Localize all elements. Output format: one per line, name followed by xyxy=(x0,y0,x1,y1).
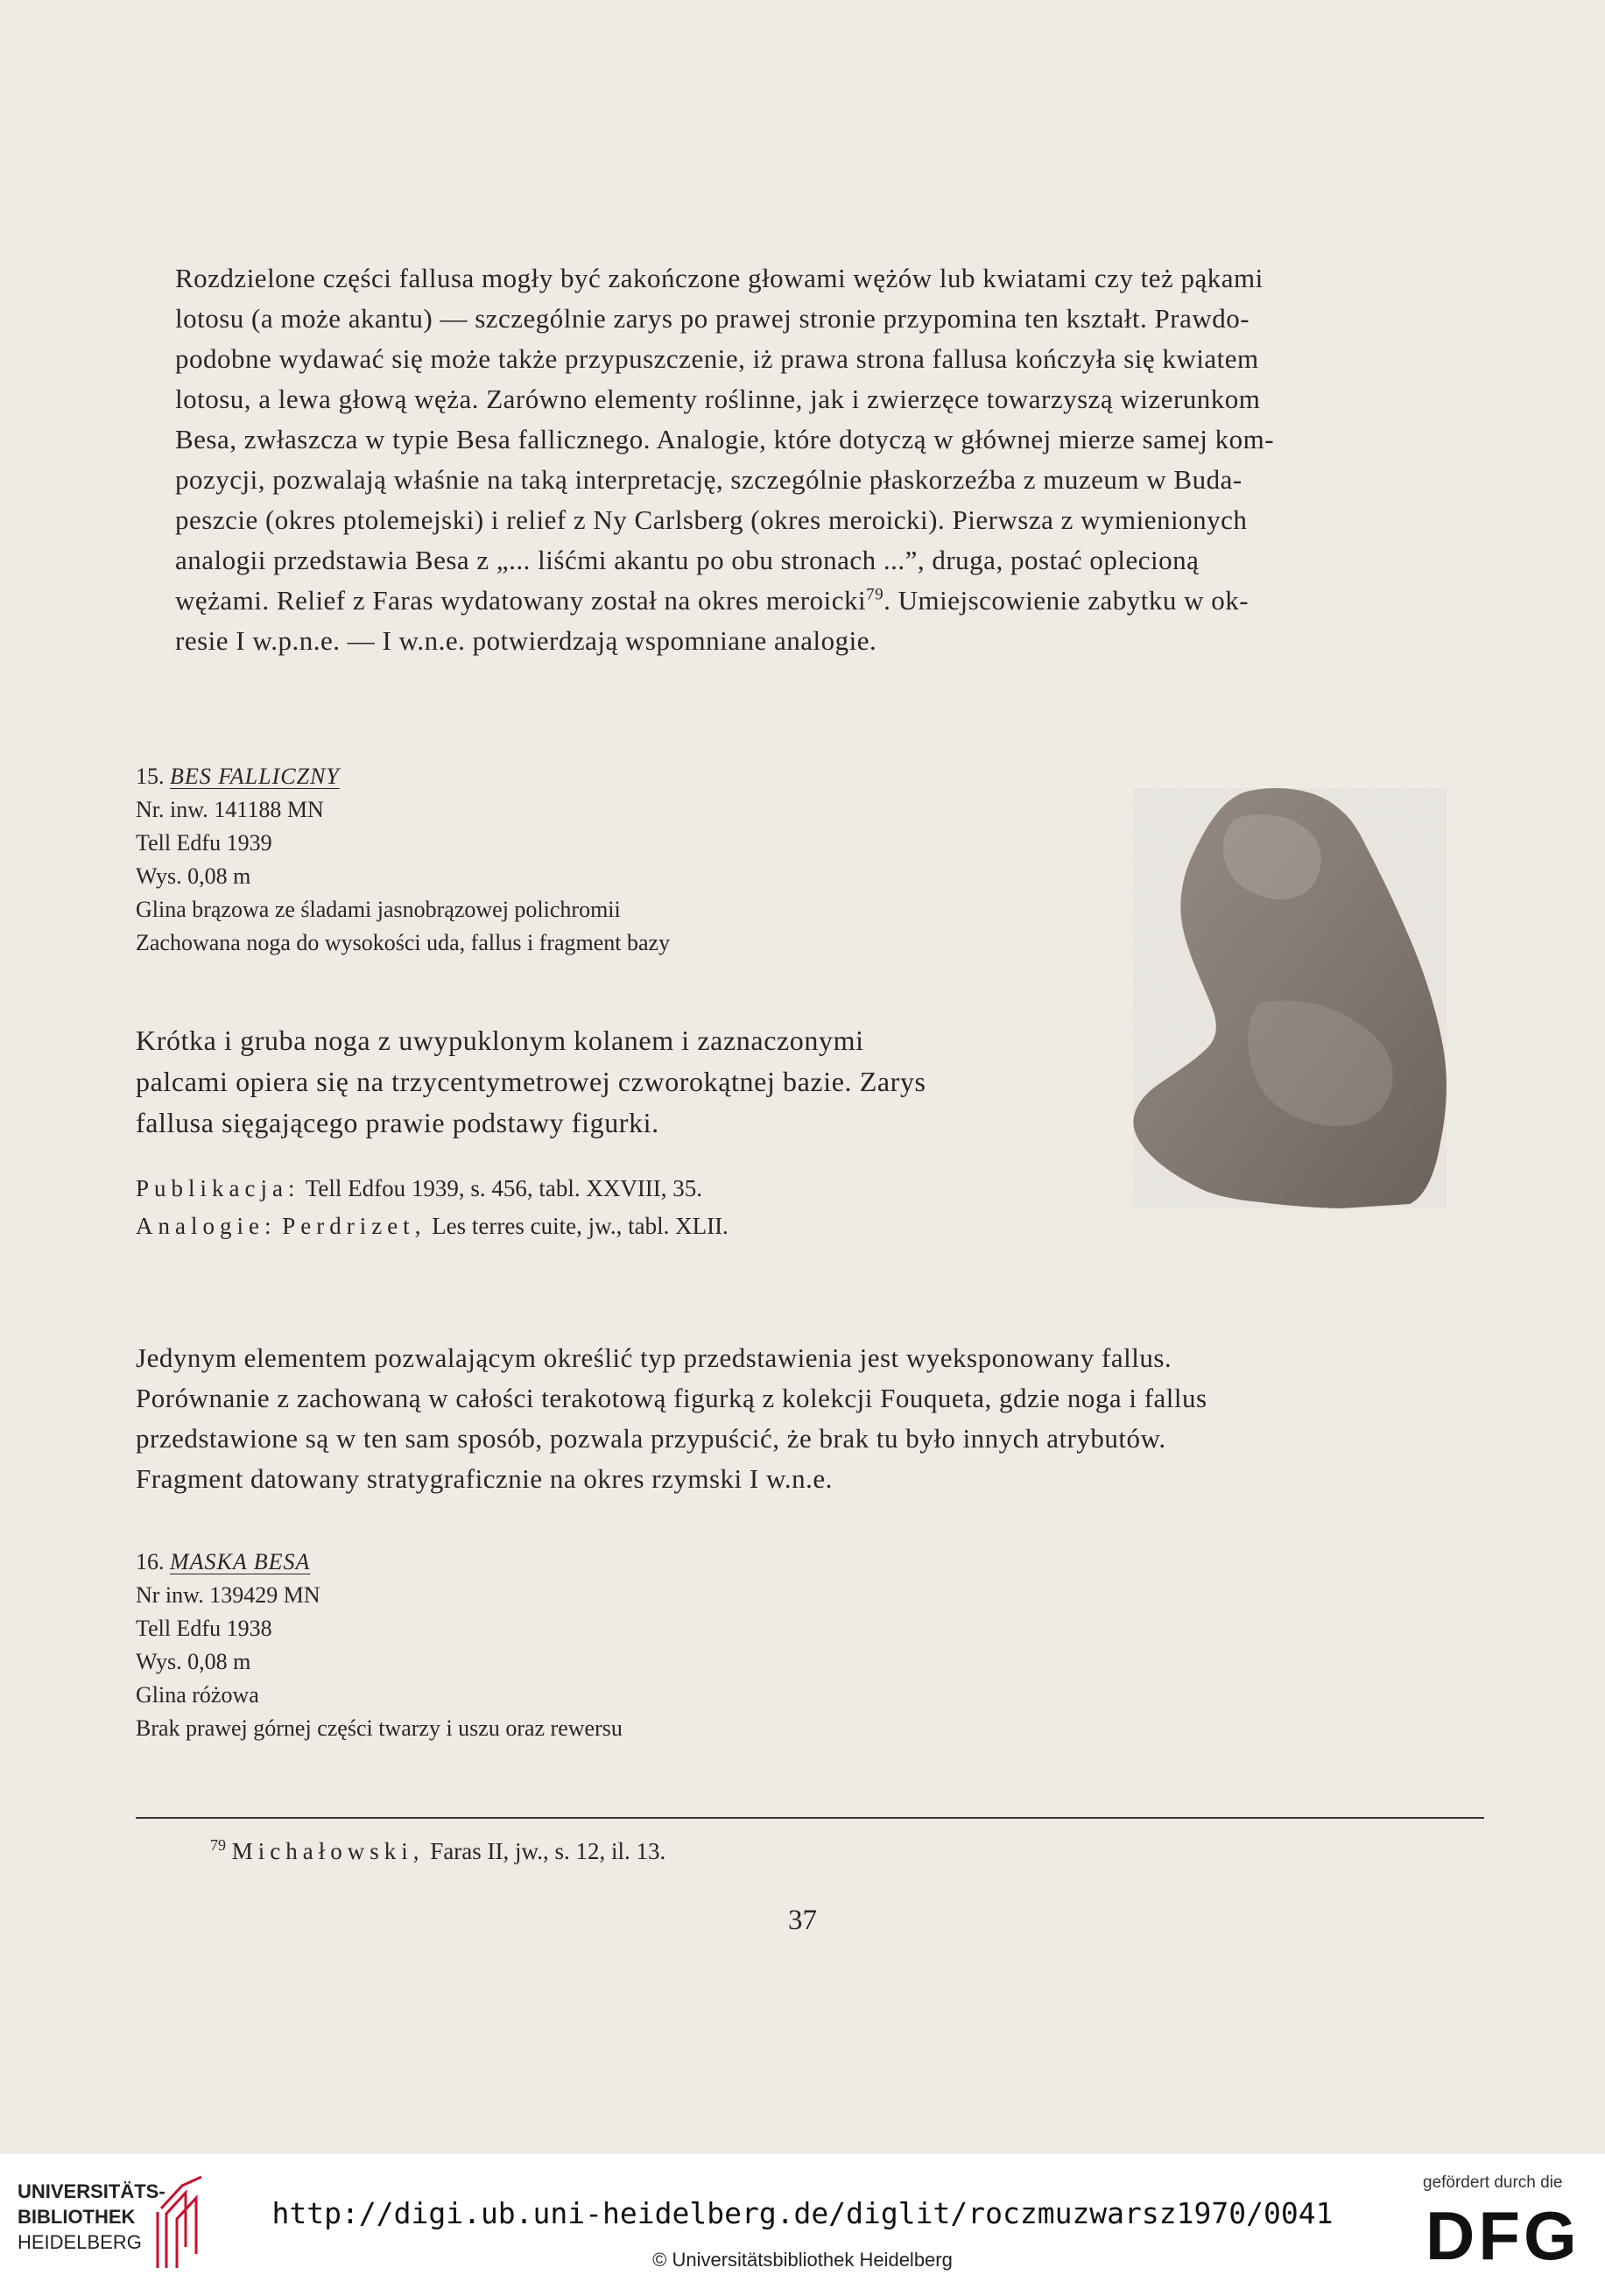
intro-line-1: Rozdzielone części fallusa mogły być zakończone głowami wężów lub kwiatami czy też pąkami xyxy=(175,263,1264,293)
funded-by-label: gefördert durch die xyxy=(1423,2173,1563,2192)
footnote-text: Faras II, jw., s. 12, il. 13. xyxy=(430,1838,666,1864)
middle-line-3: przedstawione są w ten sam sposób, pozwala przypuścić, że brak tu było innych atrybutów. xyxy=(136,1423,1166,1454)
item16-title-row xyxy=(136,1546,623,1579)
item16-inventory: Nr inw. 139429 MN xyxy=(136,1582,320,1608)
item15-publication xyxy=(136,1170,729,1208)
item15-height: Wys. 0,08 m xyxy=(136,863,251,889)
item16-height: Wys. 0,08 m xyxy=(136,1649,251,1674)
item15-desc-line-3: fallusa sięgającego prawie podstawy figurki. xyxy=(136,1107,659,1138)
intro-line-5: Besa, zwłaszcza w typie Besa fallicznego. Analogie, które dotyczą w głównej mierze samej kom- xyxy=(175,424,1275,454)
footnote-ref-79[interactable]: 79 xyxy=(866,585,884,604)
item15-inventory: Nr. inw. 141188 MN xyxy=(136,797,324,822)
intro-line-10: resie I w.p.n.e. — I w.n.e. potwierdzają wspomniane analogie. xyxy=(175,625,877,656)
intro-line-2: lotosu (a może akantu) — szczególnie zarys po prawej stronie przypomina ten kształt. Prawdo- xyxy=(175,303,1250,334)
intro-line-7: peszcie (okres ptolemejski) i relief z Ny Carlsberg (okres meroicki). Pierwsza z wymienionych xyxy=(175,504,1248,535)
dfg-logo[interactable]: DFG xyxy=(1425,2197,1580,2274)
footnote-author: Michałowski, xyxy=(231,1838,425,1864)
page-number: 37 xyxy=(788,1905,817,1936)
intro-line-3: podobne wydawać się może także przypuszczenie, iż prawa strona fallusa kończyła się kwiatem xyxy=(175,343,1259,374)
analogies-author: Perdrizet, xyxy=(282,1213,426,1239)
item16-catalog xyxy=(136,1546,623,1745)
item15-site: Tell Edfu 1939 xyxy=(136,830,272,856)
intro-line-8: analogii przedstawia Besa z „... liśćmi akantu po obu stronach ...”, druga, postać oplecioną xyxy=(175,545,1200,575)
library-line-2: BIBLIOTHEK xyxy=(18,2206,136,2228)
item15-number: 15. xyxy=(136,764,165,789)
item16-preservation: Brak prawej górnej części twarzy i uszu oraz rewersu xyxy=(136,1715,623,1741)
middle-line-2: Porównanie z zachowaną w całości terakotową figurką z kolekcji Fouqueta, gdzie noga i fallus xyxy=(136,1383,1207,1413)
footnote-number: 79 xyxy=(210,1836,226,1854)
intro-line-9 xyxy=(175,581,1489,621)
analogies-text: Les terres cuite, jw., tabl. XLII. xyxy=(432,1213,729,1239)
intro-line-6: pozycji, pozwalają właśnie na taką interpretację, szczególnie płaskorzeźba z muzeum w Buda- xyxy=(175,464,1242,495)
item15-title-row xyxy=(136,760,670,793)
footnote-divider xyxy=(136,1817,1484,1819)
item15-title: BES FALLICZNY xyxy=(170,764,340,789)
item15-material: Glina brązowa ze śladami jasnobrązowej polichromii xyxy=(136,897,621,922)
library-line-3: HEIDELBERG xyxy=(18,2231,142,2253)
analogies-label: Analogie: xyxy=(136,1213,277,1239)
item15-references xyxy=(136,1170,729,1245)
source-url-link[interactable]: http://digi.ub.uni-heidelberg.de/diglit/roczmuzwarsz1970/0041 xyxy=(271,2196,1334,2230)
item15-photo xyxy=(1130,784,1506,1213)
item16-site: Tell Edfu 1938 xyxy=(136,1616,272,1641)
footnote-79 xyxy=(210,1828,665,1869)
copyright-notice: © Universitätsbibliothek Heidelberg xyxy=(652,2249,953,2271)
item15-preservation: Zachowana noga do wysokości uda, fallus i fragment bazy xyxy=(136,930,671,955)
library-line-1: UNIVERSITÄTS- xyxy=(18,2180,165,2202)
middle-line-4: Fragment datowany stratygraficznie na okres rzymski I w.n.e. xyxy=(136,1463,833,1494)
intro-line-4: lotosu, a lewa głową węża. Zarówno elementy roślinne, jak i zwierzęce towarzyszą wizerunkom xyxy=(175,384,1261,414)
item16-number: 16. xyxy=(136,1549,165,1574)
item15-catalog xyxy=(136,760,670,960)
item16-title: MASKA BESA xyxy=(170,1549,311,1574)
item16-material: Glina różowa xyxy=(136,1682,259,1708)
item15-desc-line-1: Krótka i gruba noga z uwypuklonym kolanem i zaznaczonymi xyxy=(136,1025,864,1056)
intro-line-9-tail: . Umiejscowienie zabytku w ok- xyxy=(883,585,1250,616)
publication-text: Tell Edfou 1939, s. 456, tabl. XXVIII, 35. xyxy=(305,1175,703,1201)
publication-label: Publikacja: xyxy=(136,1175,300,1201)
intro-line-9-text: wężami. Relief z Faras wydatowany został na okres meroicki xyxy=(175,585,867,616)
item15-desc-line-2: palcami opiera się na trzycentymetrowej czworokątnej bazie. Zarys xyxy=(136,1066,926,1097)
middle-line-1: Jedynym elementem pozwalającym określić typ przedstawienia jest wyeksponowany fallus. xyxy=(136,1342,1172,1373)
item15-analogies xyxy=(136,1208,729,1245)
